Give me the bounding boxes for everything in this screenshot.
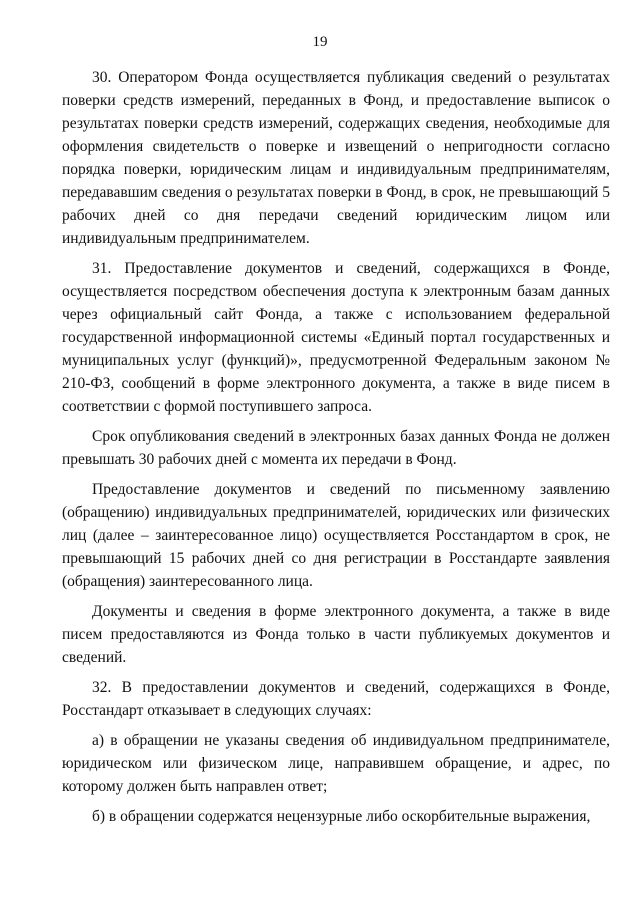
page-number: 19: [312, 34, 328, 50]
paragraph-31: 31. Предоставление документов и сведений, содержащихся в Фонде, осуществляется посредством обеспечения доступа к электронным базам данных через официальный сайт Фонда, а также с использованием федеральной государственной информационной системы «Единый портал государственных и муниципальных услуг (функций)», предусмотренной Федеральным законом № 210-ФЗ, сообщений в форме электронного документа, а также в виде писем в соответствии с формой поступившего запроса.: [62, 260, 610, 415]
paragraph-publication-term: Срок опубликования сведений в электронных базах данных Фонда не должен превышать 30 рабочих дней с момента их передачи в Фонд.: [62, 428, 610, 468]
paragraph-30: 30. Оператором Фонда осуществляется публикация сведений о результатах поверки средств измерений, переданных в Фонд, и предоставление выписок о результатах поверки средств измерений, содержащих сведения, необходимые для оформления свидетельств о поверке и извещений о непригодности согласно порядка поверки, юридическим лицам и индивидуальным предпринимателям, передававшим сведения о результатах поверки в Фонд, в срок, не превышающий 5 рабочих дней со дня передачи сведений юридическим лицом или индивидуальным предпринимателем.: [62, 69, 610, 247]
document-body: [62, 66, 610, 828]
paragraph-32: 32. В предоставлении документов и сведений, содержащихся в Фонде, Росстандарт отказывает в следующих случаях:: [62, 679, 610, 719]
list-item-b: б) в обращении содержатся нецензурные либо оскорбительные выражения,: [92, 808, 591, 825]
list-item-a: а) в обращении не указаны сведения об индивидуальном предпринимателе, юридическом или физическом лице, направившем обращение, и адрес, по которому должен быть направлен ответ;: [62, 732, 610, 795]
paragraph-written-request: Предоставление документов и сведений по письменному заявлению (обращению) индивидуальных предпринимателей, юридических или физических лиц (далее – заинтересованное лицо) осуществляется Росстандартом в срок, не превышающий 15 рабочих дней со дня регистрации в Росстандарте заявления (обращения) заинтересованного лица.: [62, 481, 610, 590]
paragraph-electronic-documents: Документы и сведения в форме электронного документа, а также в виде писем предоставляются из Фонда только в части публикуемых документов и сведений.: [62, 603, 610, 666]
